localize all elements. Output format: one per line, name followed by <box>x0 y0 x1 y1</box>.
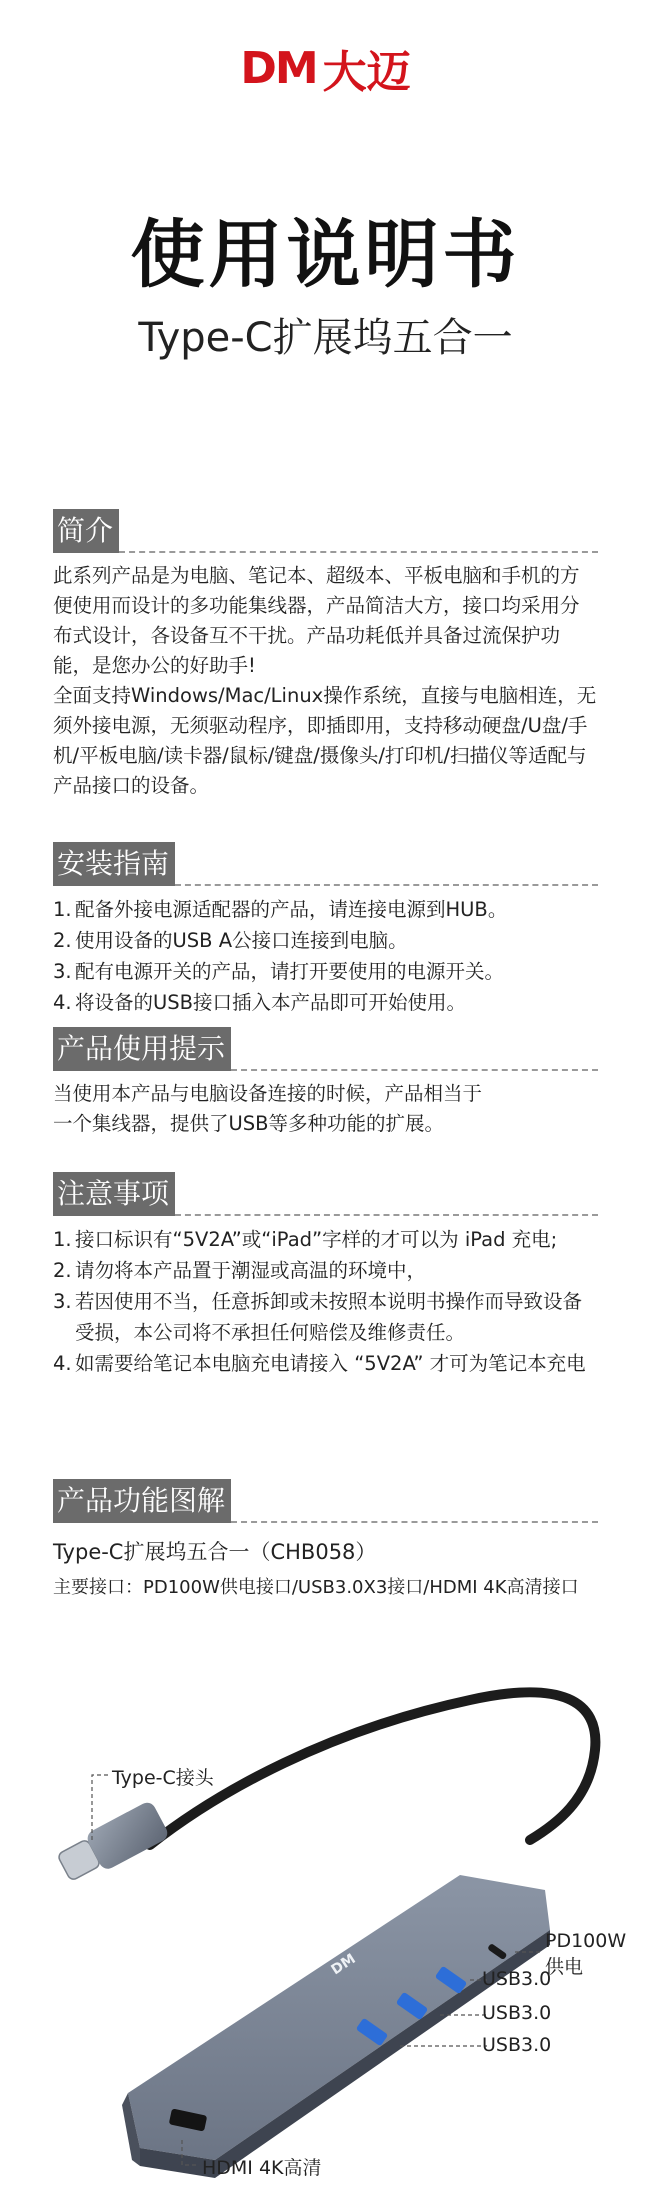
item-number: 2. <box>53 929 72 952</box>
item-number: 2. <box>53 1259 72 1282</box>
product-ports: 主要接口：PD100W供电接口/USB3.0X3接口/HDMI 4K高清接口 <box>53 1577 579 1598</box>
tips-section <box>53 1023 598 1139</box>
tips-body <box>53 1079 598 1139</box>
tips-line-2: 一个集线器，提供了USB等多种功能的扩展。 <box>53 1112 445 1135</box>
item-text: 请勿将本产品置于潮湿或高温的环境中， <box>75 1259 427 1282</box>
product-model: Type-C扩展坞五合一（CHB058） <box>53 1540 377 1564</box>
divider <box>231 1069 598 1071</box>
label-pd-line1: PD100W <box>545 1930 627 1952</box>
item-text: 配备外接电源适配器的产品，请连接电源到HUB。 <box>75 898 508 921</box>
intro-paragraph-2: 全面支持Windows/Mac/Linux操作系统，直接与电脑相连，无须外接电源，无须驱动程序，即插即用，支持移动硬盘/U盘/手机/平板电脑/读卡器/鼠标/键盘/摄像头/打印机/扫描仪等适配与产品接口的设备。 <box>53 684 597 797</box>
list-item <box>53 1286 598 1348</box>
typec-plug <box>57 1800 170 1882</box>
list-item <box>53 894 598 925</box>
item-text: 配有电源开关的产品，请打开要使用的电源开关。 <box>75 960 505 983</box>
notes-section <box>53 1168 598 1379</box>
divider <box>175 884 598 886</box>
brand-logo <box>0 36 651 100</box>
features-section <box>53 1475 598 1603</box>
product-diagram <box>0 1600 651 2185</box>
item-number: 4. <box>53 1352 72 1375</box>
notes-list <box>53 1224 598 1379</box>
list-item <box>53 1255 598 1286</box>
label-typec: Type-C接头 <box>112 1767 214 1789</box>
page-subtitle: Type-C扩展坞五合一 <box>138 315 513 361</box>
divider <box>231 1521 598 1523</box>
label-hdmi: HDMI 4K高清 <box>202 2157 322 2179</box>
divider <box>175 1214 598 1216</box>
intro-paragraph-1: 此系列产品是为电脑、笔记本、超级本、平板电脑和手机的方便使用而设计的多功能集线器，产品简洁大方，接口均采用分布式设计，各设备互不干扰。产品功耗低并具备过流保护功能，是您办公的好助手! <box>53 564 580 677</box>
item-number: 1. <box>53 1228 72 1251</box>
item-text: 若因使用不当，任意拆卸或未按照本说明书操作而导致设备受损，本公司将不承担任何赔偿及维修责任。 <box>75 1290 583 1344</box>
install-list <box>53 894 598 1018</box>
label-pd-line2: 供电 <box>545 1956 584 1978</box>
item-number: 3. <box>53 960 72 983</box>
label-usb-3: USB3.0 <box>482 2034 552 2056</box>
install-heading: 安装指南 <box>53 842 175 886</box>
notes-heading: 注意事项 <box>53 1172 175 1216</box>
list-item <box>53 1224 598 1255</box>
features-heading: 产品功能图解 <box>53 1479 231 1523</box>
label-usb-2: USB3.0 <box>482 2002 552 2024</box>
intro-section <box>53 505 598 801</box>
item-number: 1. <box>53 898 72 921</box>
tips-line-1: 当使用本产品与电脑设备连接的时候，产品相当于 <box>53 1082 483 1105</box>
item-text: 使用设备的USB A公接口连接到电脑。 <box>75 929 408 952</box>
cable <box>150 1692 595 1845</box>
install-header <box>53 838 598 886</box>
item-text: 如需要给笔记本电脑充电请接入 “5V2A” 才可为笔记本充电 <box>75 1352 586 1375</box>
intro-heading: 简介 <box>53 509 119 553</box>
intro-body <box>53 561 598 801</box>
install-section <box>53 838 598 1018</box>
list-item <box>53 956 598 987</box>
label-usb-1: USB3.0 <box>482 1968 552 1990</box>
list-item <box>53 925 598 956</box>
list-item <box>53 1348 598 1379</box>
list-item <box>53 987 598 1018</box>
item-number: 3. <box>53 1290 72 1313</box>
device-logo: DM <box>328 1951 359 1979</box>
brand-mark: DM <box>240 42 317 94</box>
tips-header <box>53 1023 598 1071</box>
item-text: 接口标识有“5V2A”或“iPad”字样的才可以为 iPad 充电; <box>75 1228 558 1251</box>
notes-header <box>53 1168 598 1216</box>
item-text: 将设备的USB接口插入本产品即可开始使用。 <box>75 991 467 1014</box>
intro-header <box>53 505 598 553</box>
tips-heading: 产品使用提示 <box>53 1027 231 1071</box>
hub-illustration <box>0 1600 651 2185</box>
features-header <box>53 1475 598 1523</box>
divider <box>119 551 598 553</box>
brand-name: 大迈 <box>322 47 411 98</box>
item-number: 4. <box>53 991 72 1014</box>
page-title: 使用说明书 <box>130 212 521 298</box>
